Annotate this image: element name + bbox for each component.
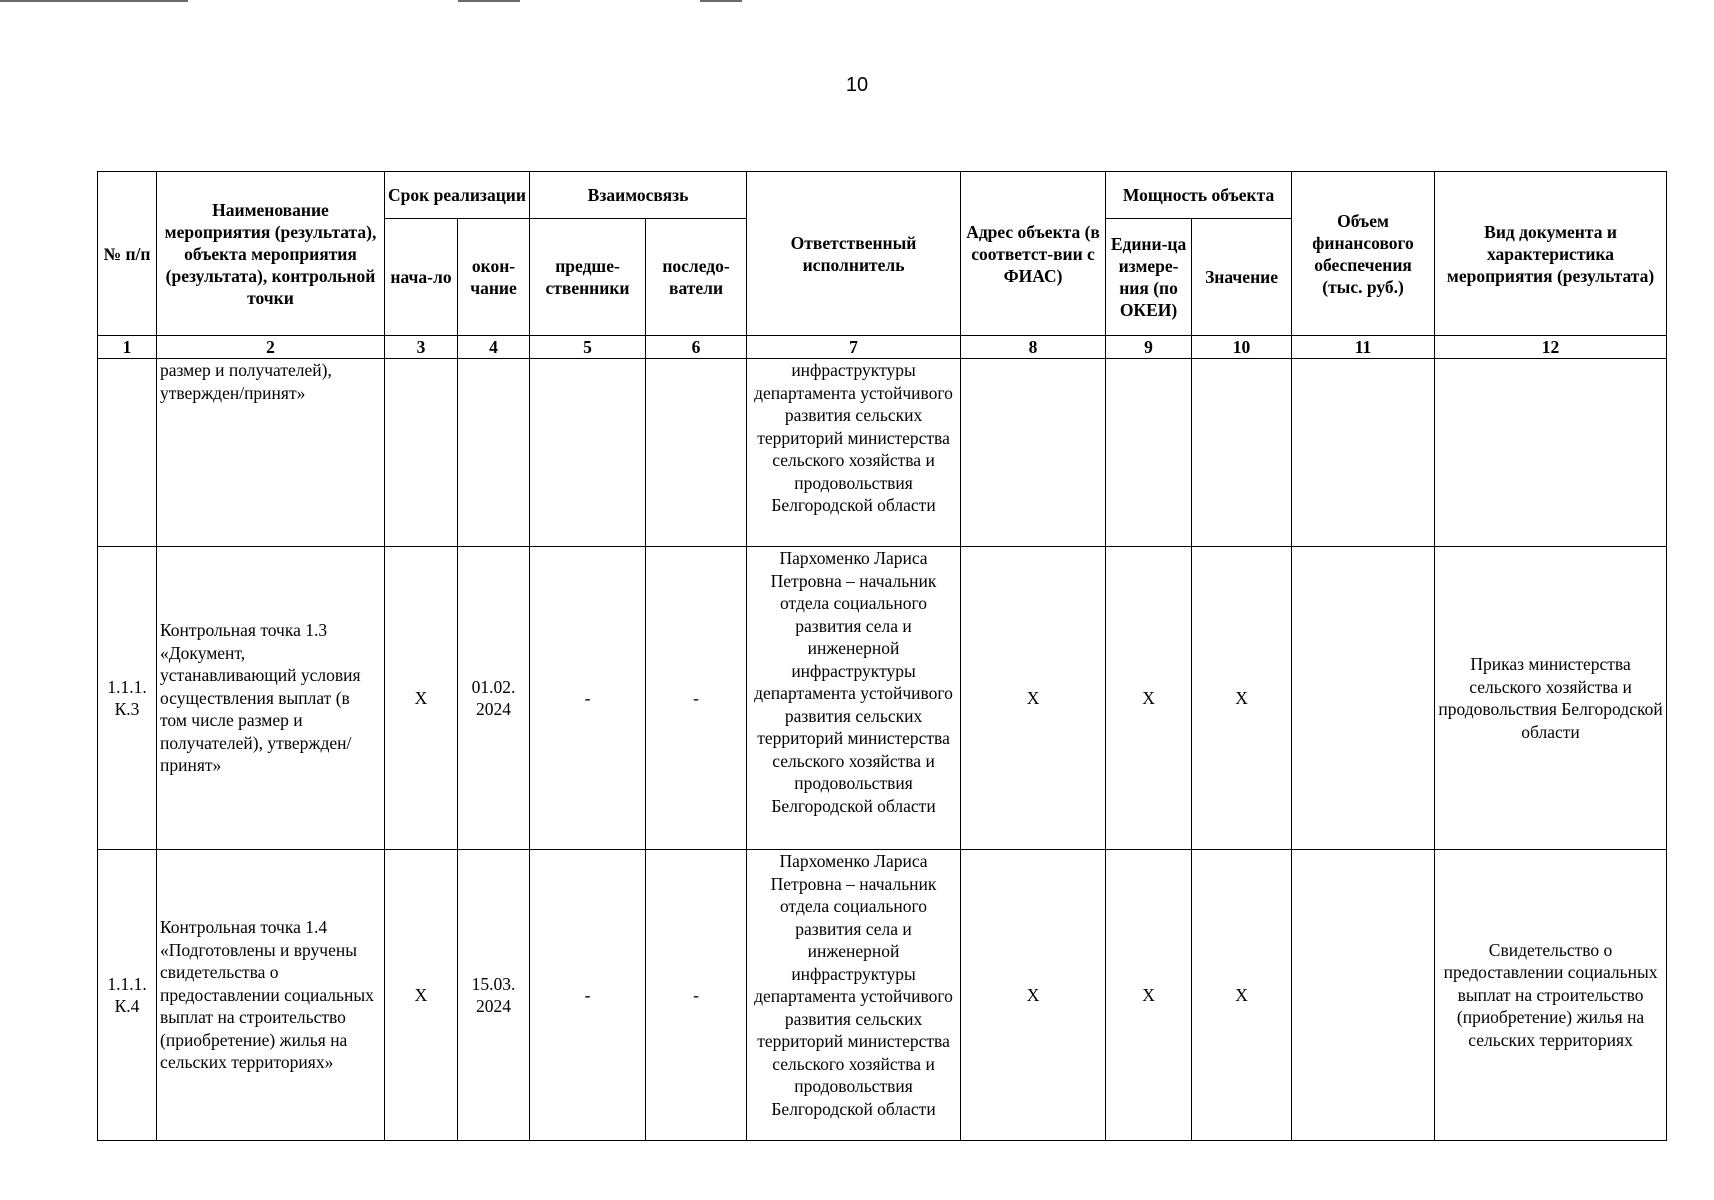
- table-row: [98, 547, 1667, 850]
- cell-prev: -: [530, 547, 646, 850]
- cell-finance: [1292, 850, 1435, 1141]
- cell-finance: [1292, 547, 1435, 850]
- column-number: 1: [98, 336, 157, 359]
- cell-name: Контрольная точка 1.4 «Подготовлены и вручены свидетельства о предоставлении социальных выплат на строительство (приобретение) жилья на сельских территориях»: [157, 850, 385, 1141]
- cell-end: 15.03. 2024: [458, 850, 530, 1141]
- activities-table: [97, 171, 1667, 1141]
- cell-end: 01.02. 2024: [458, 547, 530, 850]
- page-number: 10: [845, 74, 869, 96]
- column-number: 11: [1292, 336, 1435, 359]
- scan-edge-line: [0, 0, 188, 2]
- cell-end: [458, 359, 530, 547]
- column-number: 7: [747, 336, 961, 359]
- cell-num: [98, 359, 157, 547]
- cell-value: X: [1192, 850, 1292, 1141]
- column-number: 3: [385, 336, 458, 359]
- cell-responsible: инфраструктуры департамента устойчивого развития сельских территорий министерства сельского хозяйства и продовольствия Белгородской области: [747, 359, 961, 547]
- column-number: 5: [530, 336, 646, 359]
- header-link-prev: предше-ственники: [530, 219, 646, 336]
- cell-prev: [530, 359, 646, 547]
- cell-num: 1.1.1. К.3: [98, 547, 157, 850]
- cell-prev: -: [530, 850, 646, 1141]
- header-term-end: окон-чание: [458, 219, 530, 336]
- scan-edge-line: [458, 0, 520, 2]
- column-number: 4: [458, 336, 530, 359]
- column-number: 2: [157, 336, 385, 359]
- cell-responsible: Пархоменко Лариса Петровна – начальник отдела социального развития села и инженерной инфраструктуры департамента устойчивого развития сельских территорий министерства сельского хозяйства и продовольствия Белгородской области: [747, 547, 961, 850]
- cell-responsible: Пархоменко Лариса Петровна – начальник отдела социального развития села и инженерной инфраструктуры департамента устойчивого развития сельских территорий министерства сельского хозяйства и продовольствия Белгородской области: [747, 850, 961, 1141]
- cell-unit: X: [1106, 547, 1192, 850]
- header-term: Срок реализации: [385, 172, 530, 219]
- cell-num: 1.1.1. К.4: [98, 850, 157, 1141]
- column-number: 6: [646, 336, 747, 359]
- header-link-next: последо-ватели: [646, 219, 747, 336]
- cell-name: размер и получателей), утвержден/принят»: [157, 359, 385, 547]
- header-capacity: Мощность объекта: [1106, 172, 1292, 219]
- cell-doc: Приказ министерства сельского хозяйства и продовольствия Белгородской области: [1435, 547, 1667, 850]
- header-address: Адрес объекта (в соответст-вии с ФИАС): [961, 172, 1106, 336]
- header-name: Наименование мероприятия (результата), объекта мероприятия (результата), контрольной точки: [157, 172, 385, 336]
- cell-doc: Свидетельство о предоставлении социальных выплат на строительство (приобретение) жилья на сельских территориях: [1435, 850, 1667, 1141]
- column-number: 9: [1106, 336, 1192, 359]
- header-finance: Объем финансового обеспечения (тыс. руб.): [1292, 172, 1435, 336]
- table-row: [98, 359, 1667, 547]
- column-number: 8: [961, 336, 1106, 359]
- cell-address: X: [961, 547, 1106, 850]
- header-capacity-unit: Едини-ца измере-ния (по ОКЕИ): [1106, 219, 1192, 336]
- header-doc-type: Вид документа и характеристика мероприятия (результата): [1435, 172, 1667, 336]
- cell-finance: [1292, 359, 1435, 547]
- cell-unit: [1106, 359, 1192, 547]
- cell-next: [646, 359, 747, 547]
- header-link: Взаимосвязь: [530, 172, 747, 219]
- cell-doc: [1435, 359, 1667, 547]
- cell-address: [961, 359, 1106, 547]
- scan-edge-line: [700, 0, 742, 2]
- cell-next: -: [646, 850, 747, 1141]
- header-num: № п/п: [98, 172, 157, 336]
- cell-address: X: [961, 850, 1106, 1141]
- column-number: 10: [1192, 336, 1292, 359]
- cell-next: -: [646, 547, 747, 850]
- cell-start: [385, 359, 458, 547]
- table-row: [98, 850, 1667, 1141]
- cell-unit: X: [1106, 850, 1192, 1141]
- cell-value: X: [1192, 547, 1292, 850]
- cell-value: [1192, 359, 1292, 547]
- cell-start: X: [385, 850, 458, 1141]
- column-number: 12: [1435, 336, 1667, 359]
- cell-name: Контрольная точка 1.3 «Документ, устанавливающий условия осуществления выплат (в том числе размер и получателей), утвержден/принят»: [157, 547, 385, 850]
- header-responsible: Ответственный исполнитель: [747, 172, 961, 336]
- header-term-start: нача-ло: [385, 219, 458, 336]
- cell-start: X: [385, 547, 458, 850]
- header-capacity-value: Значение: [1192, 219, 1292, 336]
